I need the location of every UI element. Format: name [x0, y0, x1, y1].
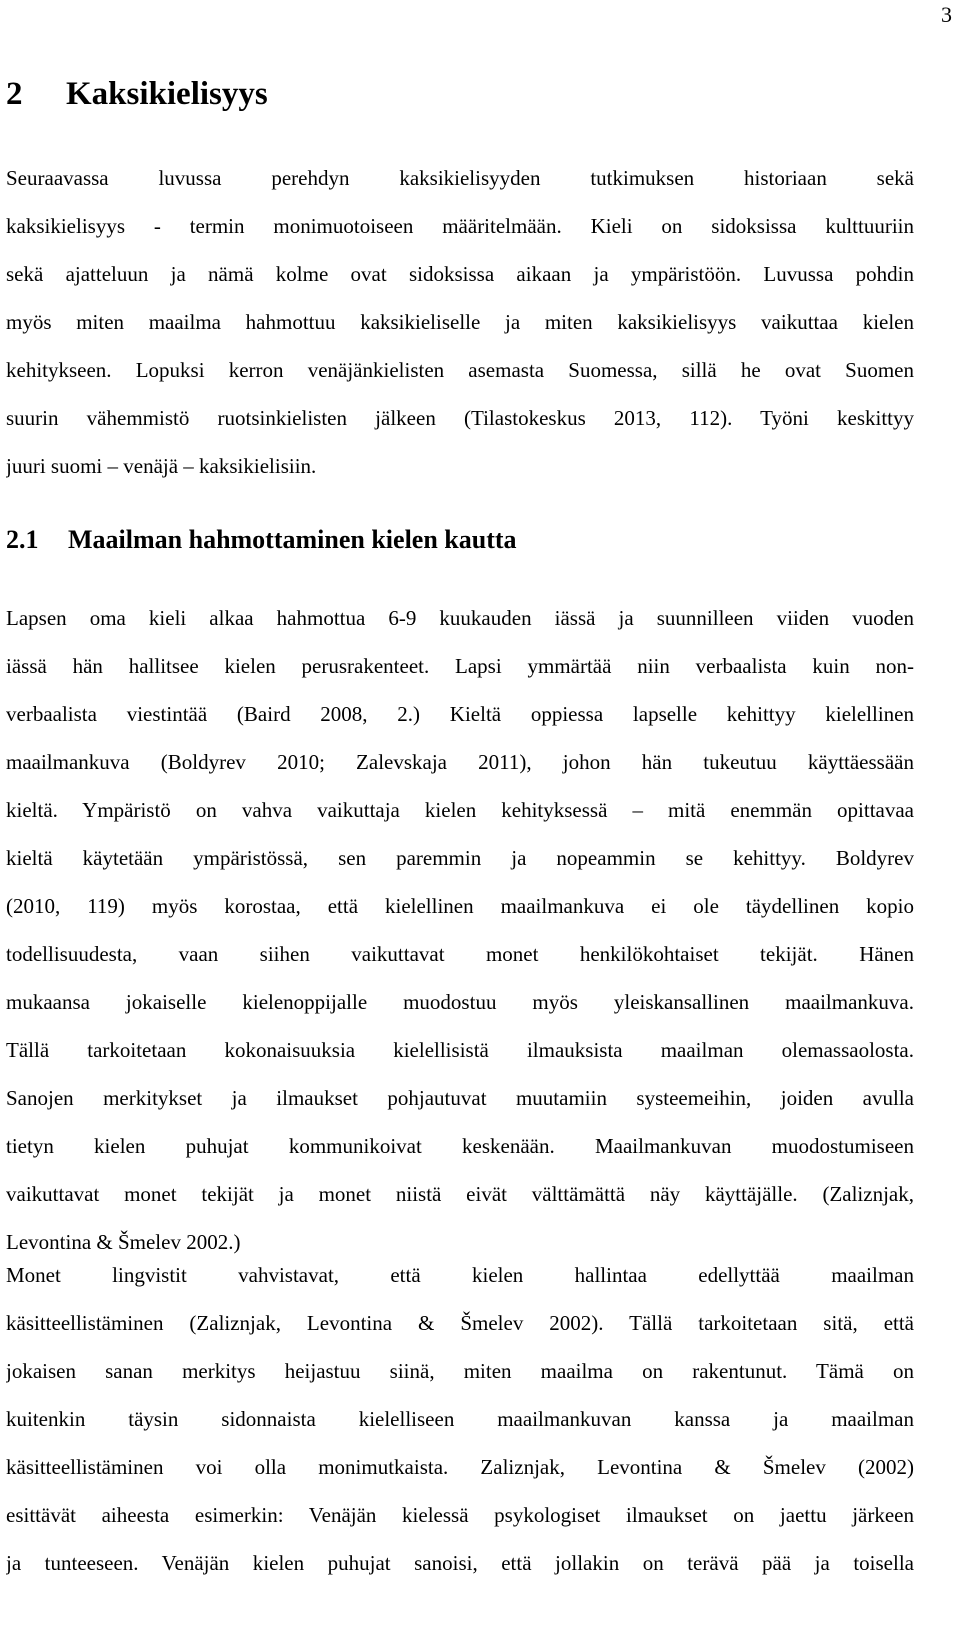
paragraph-line: kaksikielisyys - termin monimuotoiseen määritelmään. Kieli on sidoksissa kulttuuriin [6, 214, 914, 238]
subsection-title: Maailman hahmottaminen kielen kautta [68, 525, 517, 554]
subsection-paragraph-2 [6, 1251, 914, 1587]
section-number: 2 [6, 76, 23, 112]
paragraph-line: käsitteellistäminen (Zaliznjak, Levontina & Šmelev 2002). Tällä tarkoitetaan sitä, että [6, 1311, 914, 1335]
paragraph-line: verbaalista viestintää (Baird 2008, 2.) Kieltä oppiessa lapselle kehittyy kielellinen [6, 702, 914, 726]
section-title: Kaksikielisyys [66, 76, 268, 112]
paragraph-line: mukaansa jokaiselle kielenoppijalle muodostuu myös yleiskansallinen maailmankuva. [6, 990, 914, 1014]
paragraph-line: Monet lingvistit vahvistavat, että kielen hallintaa edellyttää maailman [6, 1263, 914, 1287]
paragraph-line: sekä ajatteluun ja nämä kolme ovat sidoksissa aikaan ja ympäristöön. Luvussa pohdin [6, 262, 914, 286]
paragraph-line: (2010, 119) myös korostaa, että kielellinen maailmankuva ei ole täydellinen kopio [6, 894, 914, 918]
paragraph-line: myös miten maailma hahmottuu kaksikieliselle ja miten kaksikielisyys vaikuttaa kielen [6, 310, 914, 334]
paragraph-line: kieltä. Ympäristö on vahva vaikuttaja kielen kehityksessä – mitä enemmän opittavaa [6, 798, 914, 822]
paragraph-line: jokaisen sanan merkitys heijastuu siinä, miten maailma on rakentunut. Tämä on [6, 1359, 914, 1383]
paragraph-line: Seuraavassa luvussa perehdyn kaksikielisyyden tutkimuksen historiaan sekä [6, 166, 914, 190]
paragraph-line: kuitenkin täysin sidonnaista kielelliseen maailmankuvan kanssa ja maailman [6, 1407, 914, 1431]
paragraph-line: iässä hän hallitsee kielen perusrakenteet. Lapsi ymmärtää niin verbaalista kuin non- [6, 654, 914, 678]
paragraph-line: kieltä käytetään ympäristössä, sen paremmin ja nopeammin se kehittyy. Boldyrev [6, 846, 914, 870]
paragraph-line: todellisuudesta, vaan siihen vaikuttavat monet henkilökohtaiset tekijät. Hänen [6, 942, 914, 966]
paragraph-line: suurin vähemmistö ruotsinkielisten jälkeen (Tilastokeskus 2013, 112). Työni keskittyy [6, 406, 914, 430]
paragraph-line: käsitteellistäminen voi olla monimutkaista. Zaliznjak, Levontina & Šmelev (2002) [6, 1455, 914, 1479]
subsection-heading [6, 520, 517, 560]
paragraph-line: Levontina & Šmelev 2002.) [6, 1230, 241, 1254]
paragraph-line: esittävät aiheesta esimerkin: Venäjän kielessä psykologiset ilmaukset on jaettu järkeen [6, 1503, 914, 1527]
paragraph-line: Tällä tarkoitetaan kokonaisuuksia kielellisistä ilmauksista maailman olemassaolosta. [6, 1038, 914, 1062]
paragraph-line: kehitykseen. Lopuksi kerron venäjänkielisten asemasta Suomessa, sillä he ovat Suomen [6, 358, 914, 382]
subsection-paragraph-1 [6, 594, 914, 1266]
section-heading [6, 72, 268, 116]
paragraph-line: ja tunteeseen. Venäjän kielen puhujat sanoisi, että jollakin on terävä pää ja toisella [6, 1551, 914, 1575]
paragraph-line: vaikuttavat monet tekijät ja monet niistä eivät välttämättä näy käyttäjälle. (Zaliznjak, [6, 1182, 914, 1206]
paragraph-line: juuri suomi – venäjä – kaksikielisiin. [6, 454, 317, 478]
paragraph-line: maailmankuva (Boldyrev 2010; Zalevskaja 2011), johon hän tukeutuu käyttäessään [6, 750, 914, 774]
section-intro-paragraph [6, 154, 914, 490]
paragraph-line: Sanojen merkitykset ja ilmaukset pohjautuvat muutamiin systeemeihin, joiden avulla [6, 1086, 914, 1110]
page-number: 3 [941, 2, 952, 27]
paragraph-line: tietyn kielen puhujat kommunikoivat keskenään. Maailmankuvan muodostumiseen [6, 1134, 914, 1158]
paragraph-line: Lapsen oma kieli alkaa hahmottua 6-9 kuukauden iässä ja suunnilleen viiden vuoden [6, 606, 914, 630]
subsection-number: 2.1 [6, 525, 39, 554]
